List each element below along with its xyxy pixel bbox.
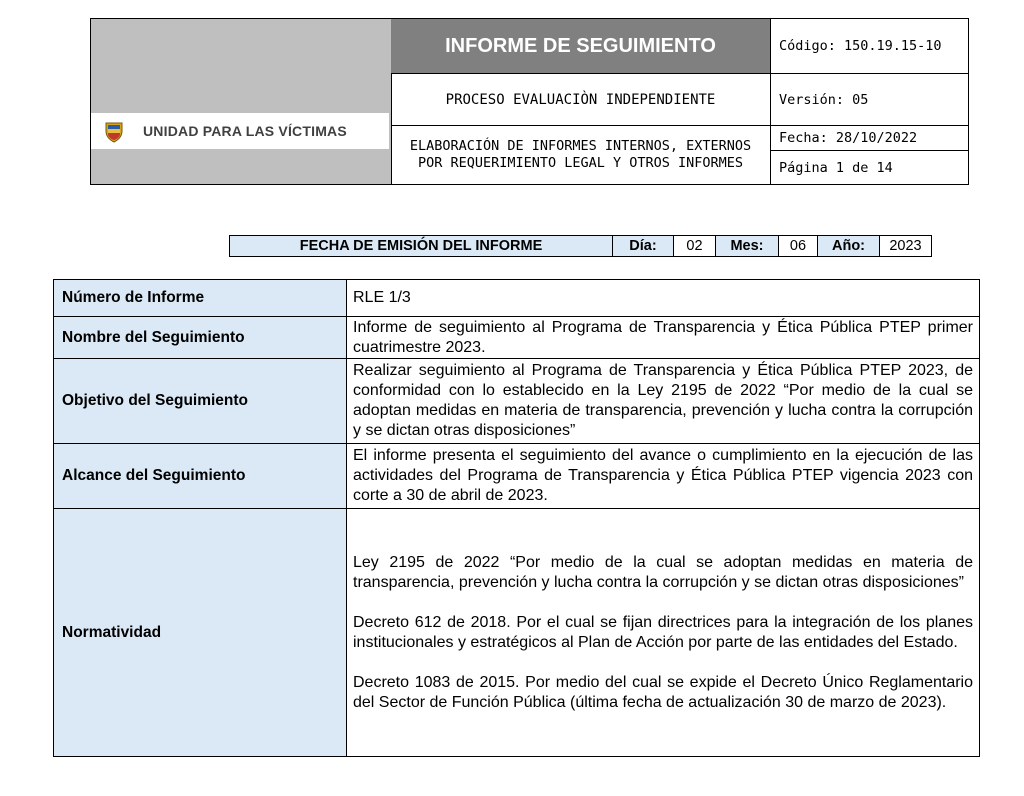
row-label: Normatividad xyxy=(54,509,347,757)
emission-date-row xyxy=(229,235,932,257)
row-label: Nombre del Seguimiento xyxy=(54,317,347,359)
regulation-paragraph: Ley 2195 de 2022 “Por medio de la cual se adoptan medidas en materia de transparencia, prevención y lucha contra la corrupción y se dictan otras disposiciones” xyxy=(353,553,973,591)
emission-date-label: FECHA DE EMISIÓN DEL INFORME xyxy=(230,236,613,256)
row-value: El informe presenta el seguimiento del avance o cumplimiento en la ejecución de las actividades del Programa de Transparencia y Ética Pública PTEP vigencia 2023 con corte a 30 de abril de 2023. xyxy=(347,444,980,509)
document-header xyxy=(90,18,969,185)
document-version: Versión: 05 xyxy=(771,74,968,126)
table-row xyxy=(54,317,980,359)
row-value: Realizar seguimiento al Programa de Transparencia y Ética Pública PTEP 2023, de conformidad con lo establecido en la Ley 2195 de 2022 “Por medio de la cual se adoptan medidas en materia de transparencia, prevención y lucha contra la corrupción y se dictan otras disposiciones” xyxy=(347,359,980,444)
process-name: PROCESO EVALUACIÒN INDEPENDIENTE xyxy=(391,74,771,126)
row-label: Número de Informe xyxy=(54,280,347,317)
day-label: Día: xyxy=(613,236,674,256)
year-label: Año: xyxy=(818,236,880,256)
table-row xyxy=(54,280,980,317)
report-info-table xyxy=(53,279,980,757)
table-row xyxy=(54,359,980,444)
month-value: 06 xyxy=(779,236,818,256)
table-row xyxy=(54,444,980,509)
row-value: Informe de seguimiento al Programa de Transparencia y Ética Pública PTEP primer cuatrimestre 2023. xyxy=(347,317,980,359)
page-number: Página 1 de 14 xyxy=(779,159,893,176)
procedure-name: ELABORACIÓN DE INFORMES INTERNOS, EXTERNOS POR REQUERIMIENTO LEGAL Y OTROS INFORMES xyxy=(391,126,771,184)
regulation-paragraph: Decreto 1083 de 2015. Por medio del cual se expide el Decreto Único Reglamentario del Sector de Función Pública (última fecha de actualización 30 de marzo de 2023). xyxy=(353,673,973,711)
row-label: Alcance del Seguimiento xyxy=(54,444,347,509)
coat-of-arms-icon xyxy=(103,121,125,143)
regulation-paragraph: Decreto 612 de 2018. Por el cual se fijan directrices para la integración de los planes institucionales y estratégicos al Plan de Acción por parte de las entidades del Estado. xyxy=(353,613,973,651)
logo-area xyxy=(91,19,392,184)
report-title: INFORME DE SEGUIMIENTO xyxy=(391,19,771,74)
logo-band xyxy=(91,113,389,149)
document-date: Fecha: 28/10/2022 xyxy=(771,126,968,151)
document-code: Código: 150.19.15-10 xyxy=(771,19,968,74)
table-row xyxy=(54,509,980,757)
row-label: Objetivo del Seguimiento xyxy=(54,359,347,444)
day-value: 02 xyxy=(674,236,716,256)
row-value xyxy=(347,509,980,757)
month-label: Mes: xyxy=(716,236,779,256)
row-value: RLE 1/3 xyxy=(347,280,980,317)
logo-text: UNIDAD PARA LAS VÍCTIMAS xyxy=(143,123,347,139)
year-value: 2023 xyxy=(880,236,931,256)
